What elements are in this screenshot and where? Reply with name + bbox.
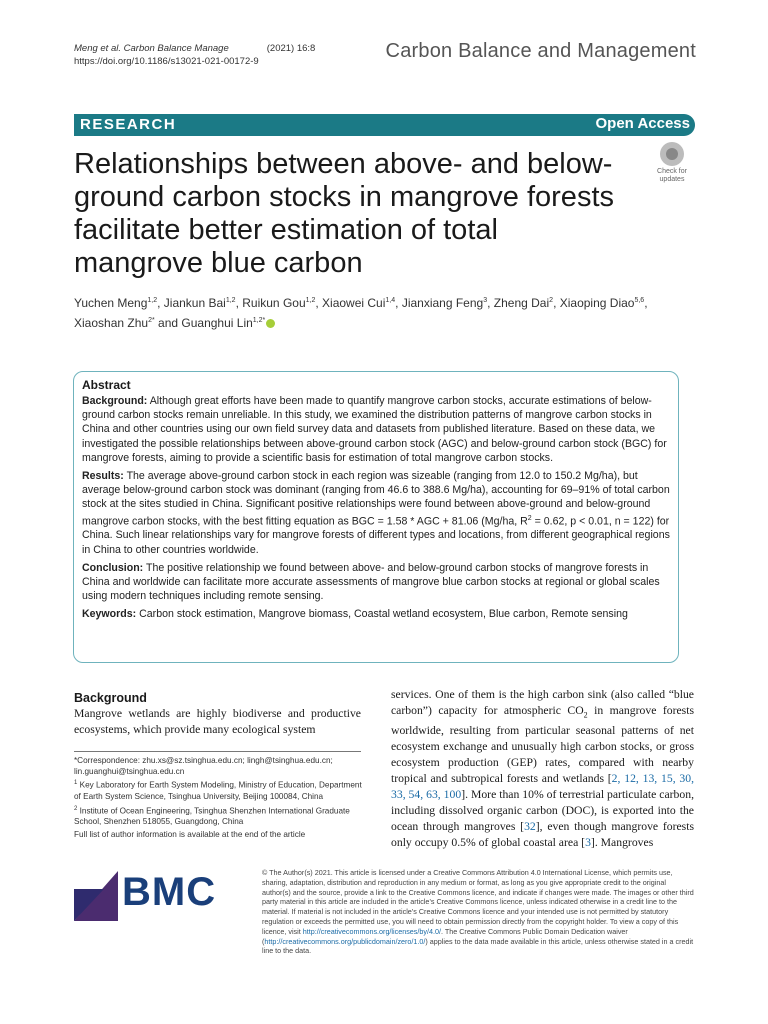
author: Guanghui Lin — [181, 316, 253, 330]
check-updates-icon — [660, 142, 684, 166]
full-author-info-note: Full list of author information is available at the end of the article — [74, 829, 306, 839]
citation-authors: Meng et al. Carbon Balance Manage — [74, 43, 229, 54]
abstract-box — [73, 371, 679, 663]
citation-year: (2021) 16:8 — [266, 43, 316, 54]
author: Xiaoping Diao — [559, 296, 635, 310]
footnote-divider — [74, 751, 361, 752]
abstract-keywords: Keywords: Carbon stock estimation, Mangrove biomass, Coastal wetland ecosystem, Blue carbon, Remote sensing — [82, 608, 628, 621]
abstract-conclusion: Conclusion: The positive relationship we found between above- and below-ground carbon stocks of mangrove forests in China and worldwide can facilitate more accurate assessments of mangrove blue carbon stocks at regional or global scales using modern techniques including remote sensing. — [82, 561, 660, 603]
author: Jiankun Bai — [163, 296, 226, 310]
cc0-link[interactable]: http://creativecommons.org/publicdomain/zero/1.0/ — [264, 936, 426, 946]
section-heading: Background — [74, 691, 147, 705]
license-link[interactable]: http://creativecommons.org/licenses/by/4.0/ — [302, 926, 441, 936]
article-type-label: RESEARCH — [80, 116, 177, 133]
abstract-background: Background: Although great efforts have been made to quantify mangrove carbon stocks, accurate estimations of below-ground carbon stocks remain unreliable. In this study, we examined the distribution patterns of mangrove carbon stocks in China and other countries using our own field survey data and datasets from published literature. Based on these data, we investigated the possible relationships between above-ground carbon stock (AGC) and below-ground carbon stock (BGC) for mangrove forests, aiming to provide a scientific basis for estimation of total mangrove carbon stocks. — [82, 395, 667, 464]
body-column-left — [74, 690, 361, 738]
publisher-logo-text: BMC — [122, 870, 217, 914]
author: Yuchen Meng — [74, 296, 148, 310]
abstract-heading: Abstract — [82, 378, 131, 392]
doi-link[interactable]: https://doi.org/10.1186/s13021-021-00172-9 — [74, 56, 259, 67]
journal-name: Carbon Balance and Management — [385, 40, 696, 62]
author: Jianxiang Feng — [401, 296, 484, 310]
orcid-icon[interactable] — [266, 319, 275, 328]
author: Xiaowei Cui — [322, 296, 386, 310]
license-text: © The Author(s) 2021. This article is licensed under a Creative Commons Attribution 4.0 International License, which permits use, sharing, adaptation, distribution and reproduction in any medium or format, as long as you give appropriate credit to the original author(s) and the source, provide a link to the Creative Commons licence, and indicate if changes were made. The images or other third party material in this article are included in the article’s Creative Commons licence, unless indicated otherwise in a credit line to the material. If material is not included in the article’s Creative Commons licence and your intended use is not permitted by statutory regulation or exceeds the permitted use, you will need to obtain permission directly from the copyright holder. To view a copy of this licence, visit http://creativecommons.org/licenses/by/4.0/. The Creative Commons Public Domain Dedication waiver (http://creativecommons.org/publicdomain/zero/1.0/) applies to the data made available in this article, unless otherwise stated in a credit line to the data. — [262, 868, 694, 956]
check-updates-line2: updates — [659, 176, 685, 183]
citation-header — [74, 42, 315, 68]
abstract-results: Results: The average above-ground carbon stock in each region was sizeable (ranging from 12.0 to 150.2 Mg/ha), but average below-ground carbon stock was dominant (ranging from 46.6 to 388.6 Mg/ha), accounting for 69–91% of total carbon stock at the sites studied in China. Significant positive relationships were found between above-ground and below-ground mangrove carbon stocks, with the best fitting equation as BGC = 1.58 * AGC + 81.06 (Mg/ha, $R^2 = 0.62$, p < 0.01, n = 122) for China. Such linear relationships vary for mangrove forests of different types and locations, from different geographical regions in China to other countries worldwide. — [82, 470, 670, 556]
check-updates-line1: Check for — [657, 168, 687, 175]
check-for-updates-badge[interactable] — [650, 142, 694, 184]
body-paragraph: services. One of them is the high carbon sink (also called “blue carbon”) capacity for atmospheric $CO_2$ in mangrove forests worldwide, resulting from particular seasonal patterns of net ecosystem exchange and unusually high carbon stocks, or gross ecosystem production (GEP) rates, compared with nearby tropical and subtropical forests and wetlands [2, 12, 13, 15, 30, 33, 54, 63, 100]. More than 10% of terrestrial particulate carbon, including dissolved organic carbon (DOC), is exported into the ocean through mangroves [32], even though mangrove forests only occupy 0.5% of global coastal area [3]. Mangroves — [391, 688, 695, 850]
affiliation-2: $^2$ Institute of Ocean Engineering, Tsinghua Shenzhen International Graduate School, Shenzhen 518055, Guangdong, China — [74, 805, 350, 827]
reference-link[interactable]: 32 — [524, 820, 536, 834]
author: Xiaoshan Zhu — [74, 316, 149, 330]
footnotes — [74, 755, 369, 841]
reference-link[interactable]: 3 — [585, 836, 591, 850]
article-title: Relationships between above- and below-ground carbon stocks in mangrove forests facilitate better estimation of total mangrove blue carbon — [74, 148, 614, 279]
body-column-right — [391, 687, 694, 851]
author: Zheng Dai — [493, 296, 550, 310]
bmc-logo-icon — [74, 871, 118, 921]
body-paragraph: Mangrove wetlands are highly biodiverse and productive ecosystems, which provide many ecological system — [74, 707, 361, 736]
author-list: Yuchen Meng$^{1,2}$, Jiankun Bai$^{1,2}$, Ruikun Gou$^{1,2}$, Xiaowei Cui$^{1,4}$, Jianxiang Feng$^3$, Zheng Dai$^2$, Xiaoping Diao$^{5,6}$, Xiaoshan Zhu$^{2*}$ and Guanghui Lin$^{1,2*}$ — [74, 296, 648, 330]
correspondence: *Correspondence: zhu.xs@sz.tsinghua.edu.cn; lingh@tsinghua.edu.cn; lin.guanghui@tsinghua.edu.cn — [74, 756, 333, 777]
affiliation-1: $^1$ Key Laboratory for Earth System Modeling, Ministry of Education, Department of Earth System Science, Tsinghua University, Beijing 100084, China — [74, 780, 362, 802]
reference-links[interactable]: 2, 12, 13, 15, 30, 33, 54, 63, 100 — [391, 772, 694, 802]
author: Ruikun Gou — [242, 296, 306, 310]
open-access-label: Open Access — [595, 115, 690, 132]
